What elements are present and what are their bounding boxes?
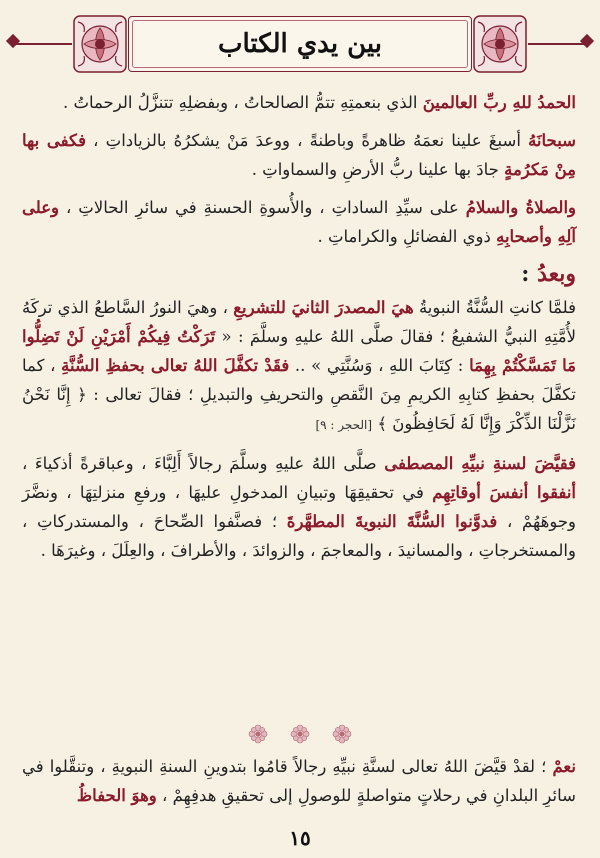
heading-text: وبعدُ [537, 261, 576, 287]
quran-citation: [الحجر : ٩] [315, 418, 373, 432]
highlight-text: سبحانَهُ [528, 131, 576, 150]
paragraph-text: أسبغَ علينا نعمَهُ ظاهرةً وباطنةً ، ووعدَ مَنْ يشكرُهُ بالزياداتِ ، [86, 131, 529, 150]
flower-separator-icon [290, 724, 310, 744]
paragraph-text: في تحقيقِهَا وتبيانِ المدخولِ عليهَا ، ورفعِ منزلتِهَا ، ونضَّرَ وجوهَهُمْ ، [22, 483, 577, 531]
diamond-ornament-icon [6, 34, 20, 48]
highlight-text: نعمْ [552, 757, 576, 776]
paragraph-3 [22, 193, 576, 251]
highlight-text: فقَدْ تكفَّلَ اللهُ تعالى بحفظِ السُّنَّةِ [61, 356, 290, 375]
highlight-text: وهوَ الحفاظُ [76, 786, 157, 805]
paragraph-text: ، كما تكفَّلَ بحفظِ كتابِهِ الكريمِ مِنَ النَّقصِ والتحريفِ والتبديلِ ؛ فقالَ تعالى : ﴿ إِنَّا نَحْنُ نَزَّلْنَا الذِّكْرَ وَإِنَّا لَهُ لَحَافِظُونَ ﴾ [22, 356, 576, 433]
highlight-text: فدوَّنوا السُّنَّةَ النبويةَ المطهَّرةَ [286, 512, 498, 531]
section-separator [0, 722, 600, 746]
highlight-text: أنفقوا أنفسَ أوقاتِهِم [432, 483, 576, 502]
highlight-text: والصلاةُ والسلامُ [465, 198, 576, 217]
paragraph-2 [22, 126, 576, 184]
paragraph-1 [22, 88, 576, 117]
chapter-header [10, 12, 590, 76]
page-number: ١٥ [289, 826, 311, 850]
hadith-quote: تَرَكْتُ فِيكُمْ أَمْرَيْنِ لَنْ تَضِلُّوا مَا تَمَسَّكْتُمْ بِهِمَا [22, 327, 576, 375]
paragraph-text: ؛ لقدْ قيَّضَ اللهُ تعالى لسنَّةِ نبيِّهِ رجالاً قامُوا بتدوينِ السنةِ النبويةِ ، وتنقَّلوا في سائرِ البلدانِ في رحلاتٍ متواصلةٍ للوصولِ إلى تحقيقِ هدفِهِمْ ، [22, 757, 576, 805]
paragraph-text: صلَّى اللهُ عليهِ وسلَّمَ رجالاً أَلِبَّاءَ ، وعباقرةً أذكياءَ ، [22, 454, 385, 473]
highlight-text: هيَ المصدرَ الثانيَ للتشريعِ [233, 298, 414, 317]
paragraph-text: جادَ بها علينا ربُّ الأرضِ والسماواتِ . [251, 160, 505, 179]
section-heading [22, 260, 576, 289]
header-rule-left [10, 43, 72, 45]
paragraph-text: ذوي الفضائلِ والكراماتِ . [317, 227, 497, 246]
paragraph-5 [22, 449, 576, 565]
highlight-text: الحمدُ للهِ ربِّ العالمينَ [422, 93, 576, 112]
rosette-ornament-icon [72, 14, 128, 74]
paragraph-text: على سيِّدِ الساداتِ ، والأُسوةِ الحسنةِ في سائرِ الحالاتِ ، [66, 198, 466, 217]
highlight-text: وعلى آلِهِ وأصحابِهِ [22, 198, 576, 246]
title-cartouche [128, 16, 472, 72]
flower-separator-icon [332, 724, 352, 744]
highlight-text: فقيَّضَ لسنةِ نبيِّهِ المصطفى [384, 454, 576, 473]
paragraph-4 [22, 293, 576, 440]
paragraph-text: ؛ فصنَّفوا الصِّحاحَ ، والمستدركاتِ ، والمستخرجاتِ ، والمسانيدَ ، والمعاجمَ ، والزوائدَ ، والأطرافَ ، والعِلَلَ ، وغيرَهَا . [22, 512, 576, 560]
body-text-continued [22, 752, 576, 810]
heading-colon: : [521, 261, 538, 287]
chapter-title: بين يدي الكتاب [218, 29, 382, 59]
header-rule-right [528, 43, 590, 45]
paragraph-6 [22, 752, 576, 810]
highlight-text: فكفى بها مِنْ مَكرُمةٍ [22, 131, 576, 179]
paragraph-text: الذي بنعمتِهِ تتمُّ الصالحاتُ ، وبفضلِهِ تتنزَّلُ الرحماتُ . [62, 93, 423, 112]
body-text [22, 88, 576, 574]
flower-separator-icon [248, 724, 268, 744]
paragraph-text: فلمَّا كانتِ السُّنَّةُ النبويةُ [413, 298, 576, 317]
diamond-ornament-icon [580, 34, 594, 48]
paragraph-text: ، وهيَ النورُ السَّاطعُ الذي تركَهُ لأُمَّتِهِ النبيُّ الشفيعُ ؛ فقالَ صلَّى اللهُ عليهِ وسلَّمَ : « [22, 298, 576, 346]
paragraph-text: : كِتَابَ اللهِ ، وَسُنَّتِي » .. [289, 356, 470, 375]
rosette-ornament-icon [472, 14, 528, 74]
